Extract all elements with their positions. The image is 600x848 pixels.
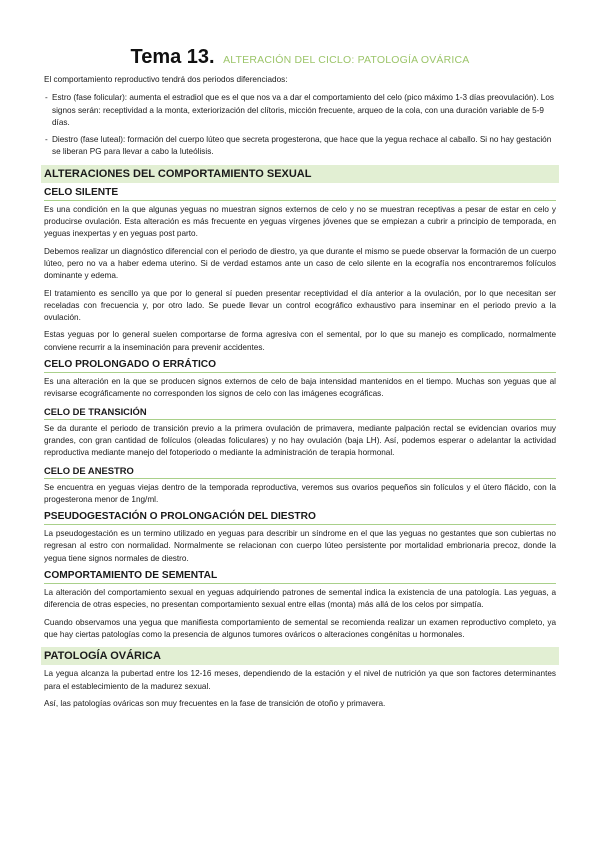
intro-paragraph: El comportamiento reproductivo tendrá dos periodos diferenciados: bbox=[44, 75, 288, 84]
topic-subtitle: ALTERACIÓN DEL CICLO: PATOLOGÍA OVÁRICA bbox=[223, 54, 470, 66]
paragraph: Es una condición en la que algunas yeguas no muestran signos externos de celo y no se muestran receptivas a pesar de estar en celo y producirse ovulación. Esta alteración es más frecuente en yeguas vírgenes jóvenes que se empiezan a cubrir a principio de temporada, en yeguas inexpertas y en yeguas post parto. bbox=[44, 204, 556, 239]
phase-list bbox=[44, 92, 556, 158]
paragraph: Cuando observamos una yegua que manifiesta comportamiento de semental se recomienda realizar un examen reproductivo completo, ya que hay ciertas patologías como la presencia de algunos tumores ováricos o alteraciones congénitas u hormonales. bbox=[44, 617, 556, 639]
subheading-celo-prolongado: CELO PROLONGADO O ERRÁTICO bbox=[44, 359, 556, 373]
paragraph: La alteración del comportamiento sexual en yeguas adquiriendo patrones de semental indica la existencia de una patología. Las yeguas, a diferencia de otras especies, no presentan comportamiento sexual entre ellas (monta) más allá de los celos por simpatía. bbox=[44, 588, 556, 610]
paragraph: Debemos realizar un diagnóstico diferencial con el periodo de diestro, ya que durante el mismo se puede observar la formación de un cuerpo lúteo, pero no va a haber edema uterino. Si de verdad estamos ante un caso de celo silente en la ecografía nos encontraremos folículos dominante y edema. bbox=[44, 246, 557, 281]
paragraph: Se encuentra en yeguas viejas dentro de la temporada reproductiva, veremos sus ovarios pequeños sin folículos y el útero flácido, con la progesterona menor de 1ng/ml. bbox=[44, 482, 556, 504]
list-dash: - bbox=[45, 135, 48, 145]
subheading-pseudogestacion: PSEUDOGESTACIÓN O PROLONGACIÓN DEL DIESTRO bbox=[44, 511, 556, 525]
subheading-celo-anestro: CELO DE ANESTRO bbox=[44, 465, 556, 479]
list-item bbox=[44, 92, 556, 129]
page-title bbox=[44, 0, 556, 68]
subheading-comportamiento-semental: COMPORTAMIENTO DE SEMENTAL bbox=[44, 570, 556, 584]
paragraph: El tratamiento es sencillo ya que por lo general sí pueden presentar receptividad el día anterior a la ovulación, por lo que necesitan ser receladas con frecuencia y, por otro lado. Se puede llevar un control ecográfico exhaustivo para inseminar en el periodo previo a la ovulación. bbox=[44, 288, 556, 323]
paragraph: Estas yeguas por lo general suelen comportarse de forma agresiva con el semental, por lo que su manejo es complicado, normalmente conviene recurrir a la inseminación para prevenir accidentes. bbox=[44, 330, 556, 352]
paragraph: La pseudogestación es un termino utilizado en yeguas para describir un síndrome en el que las yeguas no gestantes que son cubiertas no regresan al estro con normalidad. Normalmente se relacionan con cuerpo lúteo persistente por mortalidad embrionaria precoz, donde la yegua tiene signos normales de diestro. bbox=[44, 529, 556, 563]
paragraph: Es una alteración en la que se producen signos externos de celo de baja intensidad mantenidos en el tiempo. Muchas son yeguas que al revisarse ecográficamente no corresponden los signos de celo con las imágenes ecográficas. bbox=[44, 377, 556, 399]
subheading-celo-silente: CELO SILENTE bbox=[44, 187, 556, 201]
paragraph: Así, las patologías ováricas son muy frecuentes en la fase de transición de otoño y primavera. bbox=[44, 698, 386, 708]
list-dash: - bbox=[45, 93, 48, 103]
subheading-celo-transicion: CELO DE TRANSICIÓN bbox=[44, 406, 556, 420]
section-heading-alteraciones: ALTERACIONES DEL COMPORTAMIENTO SEXUAL bbox=[41, 165, 559, 183]
phase-diestro-text: Diestro (fase luteal): formación del cuerpo lúteo que secreta progesterona, que hace que la yegua rechace al caballo. Si no hay gestación se liberan PG para llevar a cabo la luteólisis. bbox=[52, 135, 552, 157]
paragraph: Se da durante el periodo de transición previo a la primera ovulación de primavera, mediante palpación rectal se evidencian ovarios muy grandes, con gran cantidad de folículos (oleadas foliculares) y no hay ovulación (baja LH). Así, podemos esperar o adelantar la actividad reproductiva mediante manejo del fotoperiodo o mediante la administración de terapia hormonal. bbox=[44, 423, 556, 458]
topic-number: Tema 13. bbox=[130, 46, 215, 68]
paragraph: La yegua alcanza la pubertad entre los 12-16 meses, dependiendo de la estación y el nivel de nutrición ya que son factores determinantes para el establecimiento de la madurez sexual. bbox=[44, 669, 556, 691]
list-item bbox=[44, 134, 556, 159]
phase-estro-text: Estro (fase folicular): aumenta el estradiol que es el que nos va a dar el comportamiento del celo (pico máximo 1-3 días preovulación). Los signos serán: receptividad a la monta, exteriorización del clítoris, micción frecuente, arqueo de la cola, con una duración variable de 5-9 días. bbox=[52, 93, 554, 127]
section-heading-patologia-ovarica: PATOLOGÍA OVÁRICA bbox=[41, 647, 559, 665]
